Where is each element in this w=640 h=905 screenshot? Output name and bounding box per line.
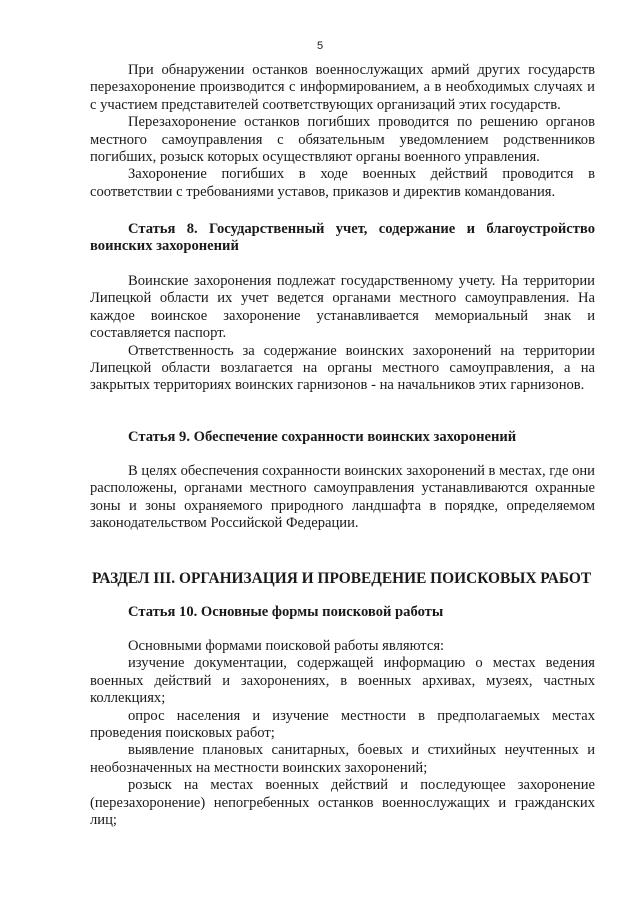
paragraph: В целях обеспечения сохранности воинских захоронений в местах, где они расположены, органами местного самоуправления устанавливаются охранные зоны и зоны охраняемого природного ландшафта в порядке, определяемом законодательством Российской Федерации.: [90, 463, 595, 532]
block1: [90, 62, 595, 201]
paragraph: Ответственность за содержание воинских захоронений на территории Липецкой области возлагается на органы местного самоуправления, а на закрытых территориях воинских гарнизонов - на начальников этих гарнизонов.: [90, 342, 595, 394]
article-heading: Статья 9. Обеспечение сохранности воинских захоронений: [128, 429, 517, 445]
article9-body: [90, 463, 595, 533]
list-item: выявление плановых санитарных, боевых и стихийных неучтенных и необозначенных на местности воинских захоронений;: [90, 742, 595, 776]
article-heading: Статья 10. Основные формы поисковой работы: [128, 604, 444, 620]
paragraph: Основными формами поисковой работы являются:: [128, 638, 445, 654]
paragraph: Захоронение погибших в ходе военных действий проводится в соответствии с требованиями уставов, приказов и директив командования.: [90, 166, 595, 200]
article9-title: [90, 429, 595, 446]
article8-title: [90, 221, 595, 256]
list-item: розыск на местах военных действий и последующее захоронение (перезахоронение) непогребенных останков военнослужащих и гражданских лиц;: [90, 777, 595, 829]
page-number: 5: [316, 40, 324, 52]
paragraph: При обнаружении останков военнослужащих армий других государств перезахоронение производится с информированием, а в необходимых случаях и с участием представителей соответствующих организаций этих государств.: [90, 62, 595, 113]
article10-body: [90, 638, 595, 829]
list-item: изучение документации, содержащей информацию о местах ведения военных действий и захоронениях, в военных архивах, музеях, частных коллекциях;: [90, 655, 595, 707]
article10-title: [90, 604, 595, 621]
list-item: опрос населения и изучение местности в предполагаемых местах проведения поисковых работ;: [90, 707, 595, 742]
paragraph: Воинские захоронения подлежат государственному учету. На территории Липецкой области их учет ведется органами местного самоуправления. На каждое воинское захоронение устанавливается мемориальный знак и составляется паспорт.: [90, 273, 595, 342]
article8-body: [90, 273, 595, 395]
article-heading: Статья 8. Государственный учет, содержание и благоустройство воинских захоронений: [90, 221, 595, 255]
paragraph: Перезахоронение останков погибших проводится по решению органов местного самоуправления с обязательным уведомлением родственников погибших, розыск которых осуществляют органы военного управления.: [90, 114, 595, 166]
section-heading: РАЗДЕЛ III. ОРГАНИЗАЦИЯ И ПРОВЕДЕНИЕ ПОИСКОВЫХ РАБОТ: [92, 570, 592, 587]
